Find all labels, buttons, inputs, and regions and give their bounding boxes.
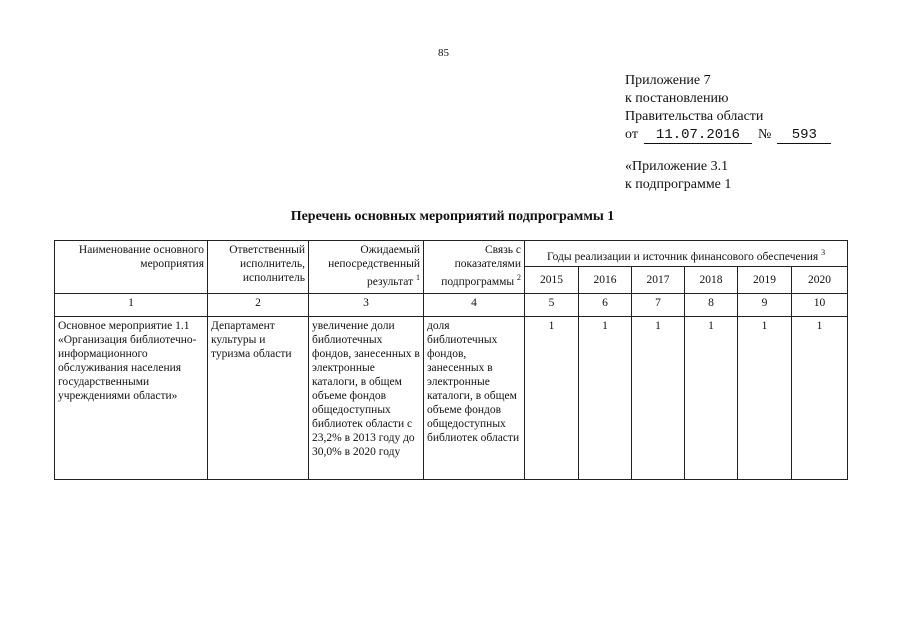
number-sign: № [757,127,772,142]
page-number: 85 [438,47,449,59]
header-years-caption: Годы реализации и источник финансового обеспечения $^3$ [525,241,848,267]
column-number: 10 [792,293,848,316]
year-value: 1 [792,316,848,479]
year-header: 2020 [792,266,848,293]
column-number: 3 [309,293,424,316]
appendix-line-1: Приложение 7 [625,73,711,88]
header-row [55,241,848,267]
header-name: Наименование основного мероприятия [55,241,208,294]
year-value: 1 [685,316,738,479]
measure-link: доля библиотечных фондов, занесенных в электронные каталоги, в общем объеме фондов общедоступных библиотек области [424,316,525,479]
measure-executor: Департамент культуры и туризма области [208,316,309,479]
column-number: 5 [525,293,579,316]
measure-result: увеличение доли библиотечных фондов, занесенных в электронные каталоги, в общем объеме фондов общедоступных библиотек области с 23,2% в 2013 году до 30,0% в 2020 году [309,316,424,479]
appendix-date-line [625,126,831,144]
footnote-1: 1 [416,273,420,282]
date-prefix: от [625,127,638,142]
document-title: Перечень основных мероприятий подпрограммы 1 [290,209,615,224]
column-number: 1 [55,293,208,316]
column-number: 7 [632,293,685,316]
year-value: 1 [632,316,685,479]
header-result: Ожидаемый непосредственный результат $^1$ [309,241,424,294]
sub-appendix [625,158,731,194]
year-header: 2017 [632,266,685,293]
header-link: Связь с показателями подпрограммы $^2$ [424,241,525,294]
measure-name: Основное мероприятие 1.1 «Организация библиотечно-информационного обслуживания населения государственными учреждениями области» [55,316,208,479]
year-header: 2015 [525,266,579,293]
column-numbers-row [55,293,848,316]
appendix-line-2: к постановлению [625,91,729,106]
column-number: 8 [685,293,738,316]
year-header: 2018 [685,266,738,293]
appendix-number: 593 [777,127,831,144]
column-number: 4 [424,293,525,316]
year-header: 2019 [738,266,792,293]
table-row [55,316,848,479]
column-number: 9 [738,293,792,316]
column-number: 6 [579,293,632,316]
year-header: 2016 [579,266,632,293]
year-value: 1 [525,316,579,479]
column-number: 2 [208,293,309,316]
year-value: 1 [738,316,792,479]
footnote-2: 2 [517,273,521,282]
header-executor: Ответственный исполнитель, исполнитель [208,241,309,294]
footnote-3: 3 [821,248,826,257]
measures-table [54,240,848,480]
appendix-line-3: Правительства области [625,109,764,124]
sub-appendix-line-2: к подпрограмме 1 [625,177,732,192]
sub-appendix-line-1: «Приложение 3.1 [625,159,729,174]
year-value: 1 [579,316,632,479]
appendix-date: 11.07.2016 [644,127,752,144]
appendix-header [625,72,831,144]
